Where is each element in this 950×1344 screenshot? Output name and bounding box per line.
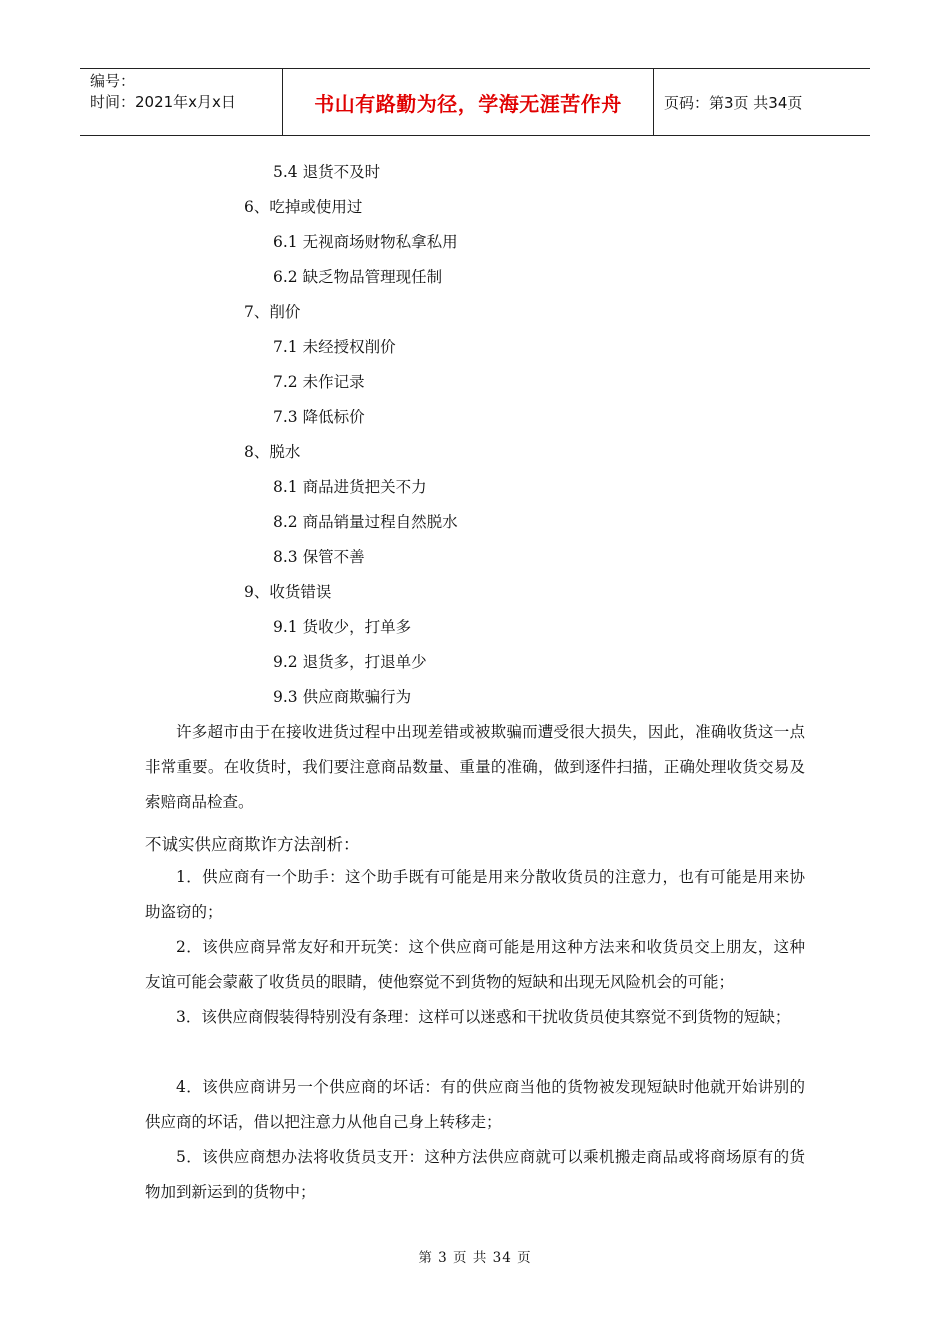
outline-item: 7.2 未作记录 [273, 373, 365, 391]
list-item [145, 1070, 805, 1140]
page-footer: 第 3 页 共 34 页 [418, 1250, 532, 1266]
outline-item: 7、削价 [244, 303, 301, 321]
header-meta [80, 69, 282, 135]
outline-item: 8.1 商品进货把关不力 [273, 478, 427, 496]
outline-item: 7.3 降低标价 [273, 408, 365, 426]
intro-paragraph-text: 许多超市由于在接收进货过程中出现差错或被欺骗而遭受很大损失，因此，准确收货这一点非常重要。在收货时，我们要注意商品数量、重量的准确，做到逐件扫描，正确处理收货交易及索赔商品检查。 [145, 723, 805, 811]
intro-paragraph [145, 715, 805, 820]
list-item-text: 1．供应商有一个助手：这个助手既有可能是用来分散收货员的注意力，也有可能是用来协助盗窃的； [145, 868, 805, 921]
section-heading: 不诚实供应商欺诈方法剖析： [145, 835, 360, 854]
list-item-text: 4．该供应商讲另一个供应商的坏话：有的供应商当他的货物被发现短缺时他就开始讲别的供应商的坏话，借以把注意力从他自己身上转移走； [145, 1078, 805, 1131]
list-item [145, 1140, 805, 1210]
outline-item: 9.3 供应商欺骗行为 [273, 688, 412, 706]
list-item-text: 3．该供应商假装得特别没有条理：这样可以迷惑和干扰收货员使其察觉不到货物的短缺； [176, 1008, 791, 1026]
outline-item: 6.1 无视商场财物私拿私用 [273, 233, 458, 251]
list-item [145, 1000, 805, 1035]
outline-item: 9.2 退货多，打退单少 [273, 653, 427, 671]
header-page-code: 页码：第3页 共34页 [664, 93, 803, 112]
list-item [145, 930, 805, 1000]
list-item [145, 860, 805, 930]
list-item-text: 2．该供应商异常友好和开玩笑：这个供应商可能是用这种方法来和收货员交上朋友，这种友谊可能会蒙蔽了收货员的眼睛，使他察觉不到货物的短缺和出现无风险机会的可能； [145, 938, 805, 991]
outline-item: 9.1 货收少，打单多 [273, 618, 412, 636]
document-time-label: 时间：2021年x月x日 [90, 93, 236, 111]
outline-item: 9、收货错误 [244, 583, 332, 601]
outline-item: 6、吃掉或使用过 [244, 198, 363, 216]
outline-item: 8、脱水 [244, 443, 301, 461]
page-header [80, 68, 870, 136]
outline-item: 8.2 商品销量过程自然脱水 [273, 513, 458, 531]
outline-item: 8.3 保管不善 [273, 548, 365, 566]
outline-item: 5.4 退货不及时 [273, 163, 381, 181]
outline-item: 7.1 未经授权削价 [273, 338, 396, 356]
header-motto: 书山有路勤为径，学海无涯苦作舟 [282, 69, 654, 135]
document-number-label: 编号： [90, 72, 136, 90]
outline-item: 6.2 缺乏物品管理现任制 [273, 268, 443, 286]
list-item-text: 5．该供应商想办法将收货员支开：这种方法供应商就可以乘机搬走商品或将商场原有的货物加到新运到的货物中； [145, 1148, 805, 1201]
